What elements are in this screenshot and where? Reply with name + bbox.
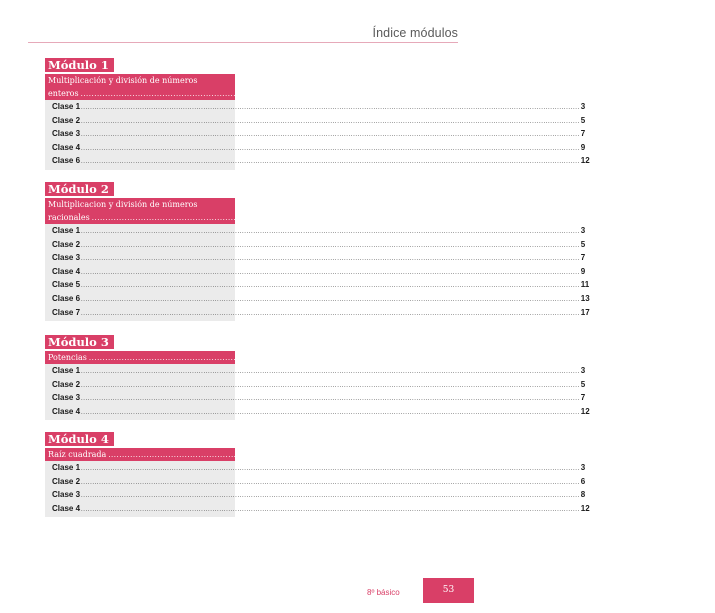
- class-label: Clase 3: [52, 490, 81, 500]
- leader-dots: ............................................................................................................................................................................................................................: [81, 396, 580, 403]
- leader-dots: ............................................................................................................................................................................................................................: [81, 479, 580, 486]
- class-list: [45, 364, 590, 420]
- leader-dots: ............................................................................................................................................................................................................................: [88, 354, 689, 362]
- class-entry: [52, 226, 586, 240]
- class-page-number: 9: [580, 142, 586, 152]
- leader-dots: ............................................................................................................................................................................................................................: [81, 506, 580, 513]
- class-label: Clase 1: [52, 366, 81, 375]
- class-entry: [52, 115, 586, 130]
- class-label: Clase 2: [52, 379, 81, 389]
- module-block: [45, 333, 696, 420]
- leader-dots: ............................................................................................................................................................................................................................: [81, 132, 580, 139]
- class-page-number: 5: [580, 379, 586, 389]
- class-entry: [52, 129, 586, 143]
- module-name-line: Potencias: [48, 353, 87, 362]
- module-title: Módulo 2: [45, 182, 114, 196]
- class-entry: [52, 366, 586, 380]
- module-title: Módulo 1: [45, 58, 114, 72]
- class-entry: [52, 102, 586, 116]
- class-entry: [52, 393, 586, 407]
- module-name: [45, 74, 688, 100]
- class-label: Clase 2: [52, 115, 81, 125]
- class-entry: [52, 307, 590, 322]
- class-label: Clase 3: [52, 393, 81, 403]
- leader-dots: ............................................................................................................................................................................................................................: [81, 242, 580, 249]
- class-page-number: 11: [580, 280, 590, 290]
- class-page-number: 7: [580, 393, 586, 403]
- class-label: Clase 2: [52, 476, 81, 486]
- class-label: Clase 1: [52, 102, 81, 111]
- class-entry: [52, 293, 590, 308]
- class-page-number: 13: [580, 293, 590, 303]
- class-page-number: 12: [580, 503, 590, 513]
- class-label: Clase 6: [52, 156, 81, 166]
- module-page-number: 1: [709, 449, 715, 459]
- module-title: Módulo 3: [45, 335, 114, 349]
- class-page-number: 7: [580, 253, 586, 263]
- class-label: Clase 7: [52, 307, 81, 317]
- module-name-line: racionales: [48, 213, 90, 222]
- leader-dots: ............................................................................................................................................................................................................................: [91, 214, 692, 222]
- class-page-number: 12: [580, 406, 590, 416]
- leader-dots: ............................................................................................................................................................................................................................: [81, 269, 580, 276]
- leader-dots: ............................................................................................................................................................................................................................: [81, 229, 580, 235]
- class-page-number: 3: [580, 463, 586, 472]
- leader-dots: ............................................................................................................................................................................................................................: [81, 369, 580, 375]
- class-label: Clase 4: [52, 406, 81, 416]
- class-label: Clase 6: [52, 293, 81, 303]
- class-page-number: 5: [580, 115, 586, 125]
- class-label: Clase 2: [52, 239, 81, 249]
- class-entry: [52, 490, 586, 504]
- leader-dots: ............................................................................................................................................................................................................................: [81, 105, 580, 111]
- module-page-number: 1: [682, 88, 688, 98]
- class-entry: [52, 142, 586, 157]
- module-block: [45, 430, 715, 517]
- module-name-line: Multiplicación y división de números: [48, 76, 198, 85]
- module-page-number: 1: [690, 352, 696, 362]
- class-label: Clase 4: [52, 142, 81, 152]
- module-name-line: Multiplicacion y división de números: [48, 200, 198, 209]
- class-entry: [52, 379, 586, 394]
- page-header-title: Índice módulos: [372, 26, 458, 40]
- module-name: [45, 448, 715, 461]
- leader-dots: ............................................................................................................................................................................................................................: [81, 256, 580, 263]
- class-page-number: 3: [580, 226, 586, 235]
- module-page-number: 1: [693, 212, 699, 222]
- module-block: [45, 56, 688, 170]
- class-page-number: 9: [580, 266, 586, 276]
- class-page-number: 3: [580, 366, 586, 375]
- class-list: [45, 100, 590, 170]
- leader-dots: ............................................................................................................................................................................................................................: [80, 90, 681, 98]
- class-entry: [52, 503, 590, 518]
- class-entry: [52, 476, 586, 491]
- class-page-number: 7: [580, 129, 586, 139]
- leader-dots: ............................................................................................................................................................................................................................: [81, 296, 580, 303]
- class-label: Clase 4: [52, 503, 81, 513]
- class-label: Clase 5: [52, 280, 81, 290]
- leader-dots: ............................................................................................................................................................................................................................: [81, 159, 580, 166]
- class-entry: [52, 239, 586, 254]
- class-page-number: 12: [580, 156, 590, 166]
- class-label: Clase 1: [52, 463, 81, 472]
- class-page-number: 8: [580, 490, 586, 500]
- class-entry: [52, 280, 590, 294]
- leader-dots: ............................................................................................................................................................................................................................: [108, 451, 708, 459]
- leader-dots: ............................................................................................................................................................................................................................: [81, 382, 580, 389]
- class-label: Clase 3: [52, 253, 81, 263]
- module-name-line: enteros: [48, 89, 79, 98]
- class-page-number: 6: [580, 476, 586, 486]
- module-title: Módulo 4: [45, 432, 114, 446]
- class-entry: [52, 253, 586, 267]
- class-label: Clase 1: [52, 226, 81, 235]
- module-name: [45, 198, 699, 224]
- class-list: [45, 224, 590, 321]
- class-page-number: 17: [580, 307, 590, 317]
- leader-dots: ............................................................................................................................................................................................................................: [81, 493, 580, 500]
- leader-dots: ............................................................................................................................................................................................................................: [81, 145, 580, 152]
- header-divider: [28, 42, 458, 43]
- leader-dots: ............................................................................................................................................................................................................................: [81, 409, 580, 416]
- class-label: Clase 3: [52, 129, 81, 139]
- leader-dots: ............................................................................................................................................................................................................................: [81, 118, 580, 125]
- leader-dots: ............................................................................................................................................................................................................................: [81, 466, 580, 472]
- module-block: [45, 180, 699, 321]
- class-entry: [52, 463, 586, 477]
- module-name: [45, 351, 696, 364]
- class-entry: [52, 156, 590, 170]
- footer-page-number: 53: [423, 578, 474, 603]
- class-list: [45, 461, 590, 517]
- leader-dots: ............................................................................................................................................................................................................................: [81, 283, 580, 290]
- leader-dots: ............................................................................................................................................................................................................................: [81, 310, 580, 317]
- footer-grade-label: 8º básico: [367, 588, 400, 597]
- class-entry: [52, 266, 586, 281]
- class-page-number: 3: [580, 102, 586, 111]
- class-entry: [52, 406, 590, 421]
- module-name-line: Raíz cuadrada: [48, 450, 107, 459]
- class-label: Clase 4: [52, 266, 81, 276]
- class-page-number: 5: [580, 239, 586, 249]
